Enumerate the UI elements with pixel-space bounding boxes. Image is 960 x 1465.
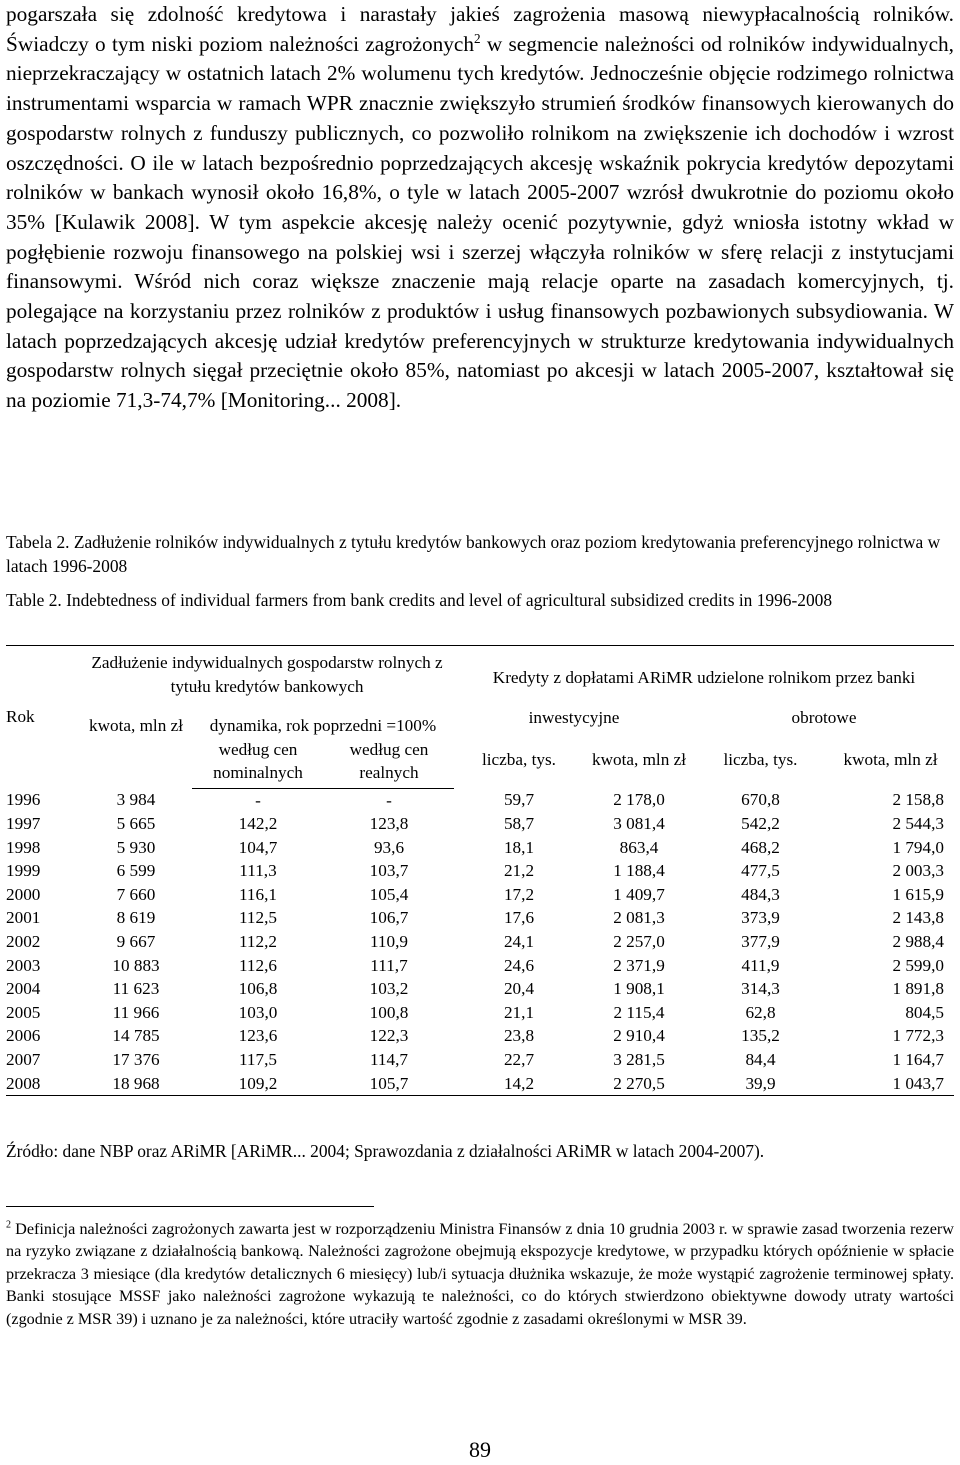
table-cell: 135,2 [741,1026,780,1046]
page-number: 89 [469,1437,491,1462]
table-cell: 58,7 [503,814,535,834]
footnote-reference[interactable]: 2 [474,30,481,46]
table-cell: 2 081,3 [613,908,665,928]
table-cell: 17 376 [112,1050,160,1070]
table-cell: 106,8 [238,979,278,999]
table-cell-year: 2008 [6,1072,80,1096]
table-cell: - [386,790,392,810]
table-cell: 2 544,3 [892,814,944,834]
table-cell: 670,8 [741,790,780,810]
table-cell: 2 270,5 [584,1072,694,1096]
table-cell-year: 1996 [6,790,41,810]
header-amount-3: kwota, mln zł [843,749,938,769]
table-cell: 477,5 [741,861,780,881]
table-cell: 377,9 [741,932,780,952]
table-cell: 2 178,0 [613,790,665,810]
table-cell: 18 968 [80,1072,192,1096]
table-cell: 8 619 [116,908,156,928]
table-cell: 17,2 [503,884,535,904]
table-cell-year: 2000 [6,884,41,904]
table-cell: 103,2 [369,979,409,999]
table-cell: 112,6 [238,955,278,975]
table-cell: - [255,790,261,810]
table-cell: 105,4 [369,884,409,904]
table-cell: 114,7 [369,1050,409,1070]
table-cell: 10 883 [112,955,160,975]
table-cell: 411,9 [741,955,780,975]
table-cell: 116,1 [238,884,278,904]
table-cell: 6 599 [116,861,156,881]
table-cell-year: 2001 [6,908,41,928]
table-cell: 111,7 [370,955,408,975]
table-cell: 122,3 [369,1026,409,1046]
table-cell-year: 1999 [6,861,41,881]
table-cell: 1 188,4 [613,861,665,881]
table-cell: 105,7 [324,1072,454,1096]
table-row [6,883,954,907]
header-count: liczba, tys. [482,749,556,769]
table-cell: 93,6 [373,837,405,857]
table-cell: 17,6 [503,908,535,928]
table-cell: 2 988,4 [892,932,944,952]
table-cell-year: 1997 [6,814,41,834]
table-row [6,859,954,883]
table-cell: 111,3 [239,861,277,881]
table-cell: 100,8 [369,1002,409,1022]
header-debt-group: Zadłużenie indywidualnych gospodarstw rolnych z tytułu kredytów bankowych [80,646,454,707]
header-year: Rok [6,646,80,789]
table-cell: 373,9 [741,908,780,928]
table-cell-year: 2005 [6,1002,41,1022]
header-amount: kwota, mln zł [88,716,184,735]
table-cell: 468,2 [741,837,780,857]
table-cell: 2 257,0 [613,932,665,952]
footnote-divider [6,1206,374,1207]
table-cell: 18,1 [503,837,535,857]
table-cell: 3 984 [116,790,156,810]
table-cell: 142,2 [238,814,278,834]
table-cell: 863,4 [619,837,659,857]
body-text-part-2: w segmencie należności od rolników indywidualnych, nieprzekraczający w ostatnich latach 2% wolumenu tych kredytów. Jednocześnie objęcie rodzimego rolnictwa instrumentami wsparcia w ramach WPR znacznie zwiększyło strumień środków finansowych kierowanych do gospodarstw rolnych z funduszy publicznych, co pozwoliło rolnikom na zwiększenie ich dochodów i wzrost oszczędności. O ile w latach bezpośrednio poprzedzających akcesję wskaźnik pokrycia kredytów depozytami rolników w bankach wynosił około 16,8%, o tyle w latach 2005-2007 wzrósł dwukrotnie do poziomu około 35% [Kulawik 2008]. W tym aspekcie akcesję należy ocenić pozytywnie, gdyż wniosła istotny wkład w pogłębienie rozwoju finansowego na polskiej wsi i szerzej włączyła rolników w sferę relacji z instytucjami finansowymi. Wśród nich coraz większe znaczenie mają relacje oparte na zasadach komercyjnych, tj. polegające na korzystaniu przez rolników z produktów i usług finansowych pozbawionych subsydiowania. W latach poprzedzających akcesję udział kredytów preferencyjnych w strukturze kredytowania indywidualnych gospodarstw rolnych sięgał przeciętnie około 85%, natomiast po akcesji w latach 2005-2007, kształtował się na poziomie 71,3-74,7% [Monitoring... 2008]. [6,31,954,413]
table-cell: 2 910,4 [613,1026,665,1046]
table-cell: 103,0 [238,1002,278,1022]
table-row [6,906,954,930]
table-cell: 117,5 [238,1050,278,1070]
table-caption-polish: Tabela 2. Zadłużenie rolników indywidualnych z tytułu kredytów bankowych oraz poziom kredytowania preferencyjnego rolnictwa w latach 1996-2008 [6,532,941,576]
table-cell: 109,2 [192,1072,324,1096]
table-cell: 20,4 [503,979,535,999]
table-cell: 104,7 [238,837,278,857]
table-cell: 21,2 [503,861,535,881]
header-working: obrotowe [791,708,857,727]
table-row [6,1024,954,1048]
table-cell: 39,9 [694,1072,827,1096]
footnote-marker: 2 [6,1219,12,1231]
table-cell: 1 891,8 [892,979,944,999]
table-cell-year: 2002 [6,932,41,952]
table-cell: 24,6 [503,955,535,975]
table-cell: 2 115,4 [613,1002,665,1022]
table-cell: 106,7 [369,908,409,928]
table-cell: 2 599,0 [892,955,944,975]
table-cell: 3 081,4 [613,814,665,834]
table-cell: 22,7 [503,1050,535,1070]
body-text-part-1: pogarszała się zdolność kredytowa i narastały jakieś zagrożenia masową niewypłacalnością rolników. Świadczy o tym niski poziom należności zagrożonych [6,2,954,56]
table-cell-year: 2004 [6,979,41,999]
table-cell: 84,4 [745,1050,776,1070]
table-cell: 3 281,5 [613,1050,665,1070]
table-cell: 1 908,1 [613,979,665,999]
table-row [6,812,954,836]
header-dynamics: dynamika, rok poprzedni =100% [209,716,437,735]
table-cell: 2 143,8 [892,908,944,928]
table-cell: 1 794,0 [892,837,944,857]
table-cell-year: 1998 [6,837,41,857]
table-cell: 804,5 [905,1002,944,1022]
table-cell-year: 2007 [6,1050,41,1070]
table-cell: 112,5 [238,908,278,928]
table-cell: 24,1 [503,932,535,952]
table-row [6,788,954,812]
table-row [6,930,954,954]
footnote [6,1218,954,1330]
header-nominal: według cen nominalnych [192,738,324,789]
table-cell: 112,2 [238,932,278,952]
table-cell: 314,3 [741,979,780,999]
table-cell: 11 966 [112,1002,160,1022]
table-cell: 5 665 [116,814,156,834]
table-cell: 14,2 [454,1072,584,1096]
table-cell: 14 785 [112,1026,160,1046]
header-credits-group: Kredyty z dopłatami ARiMR udzielone rolnikom przez banki [454,646,954,707]
table-cell-year: 2006 [6,1026,41,1046]
table-cell: 1 615,9 [892,884,944,904]
header-real: według cen realnych [324,738,454,789]
table-cell: 7 660 [116,884,156,904]
table-row [6,1072,954,1096]
header-count-2: liczba, tys. [723,749,798,769]
table-cell: 123,6 [238,1026,278,1046]
table-cell: 123,8 [369,814,409,834]
table-cell: 484,3 [741,884,780,904]
table-row [6,977,954,1001]
table-cell: 23,8 [503,1026,535,1046]
table-caption-english: Table 2. Indebtedness of individual farmers from bank credits and level of agricultural subsidized credits in 1996-2008 [6,590,833,610]
body-paragraph [6,0,954,416]
table-cell: 21,1 [503,1002,535,1022]
table-cell: 2 003,3 [892,861,944,881]
table-cell: 1 772,3 [892,1026,944,1046]
table-source: Źródło: dane NBP oraz ARiMR [ARiMR... 2004; Sprawozdania z działalności ARiMR w latach 2004-2007). [6,1141,765,1161]
table-cell: 1 409,7 [613,884,665,904]
footnote-text: Definicja należności zagrożonych zawarta jest w rozporządzeniu Ministra Finansów z dnia 10 grudnia 2003 r. w sprawie zasad tworzenia rezerw na ryzyko związane z działalnością bankową. Należności zagrożone obejmują ekspozycje kredytowe, w przypadku których opóźnienie w spłacie przekracza 3 miesiące (dla kredytów detalicznych 6 miesięcy) lub/i sytuacja dłużnika wskazuje, że może wystąpić zagrożenie terminowej spłaty. Banki stosujące MSSF jako należności zagrożone wykazują te należności, co do których stwierdzono obiektywne dowody utraty wartości (zgodnie z MSR 39) i uznano je za należności, które utraciły wartość zgodnie z zasadami określonymi w MSR 39. [6,1220,954,1328]
data-table [6,645,954,1096]
table-cell: 2 158,8 [892,790,944,810]
table-cell: 11 623 [112,979,160,999]
table-cell: 2 371,9 [613,955,665,975]
table-cell-year: 2003 [6,955,41,975]
header-investment: inwestycyjne [528,708,620,727]
table-row [6,1001,954,1025]
table-row [6,1048,954,1072]
table-cell: 103,7 [369,861,409,881]
table-cell: 9 667 [116,932,156,952]
table-cell: 542,2 [741,814,780,834]
table-cell: 5 930 [116,837,156,857]
table-cell: 110,9 [369,932,409,952]
table-row [6,836,954,860]
table-cell: 1 164,7 [892,1050,944,1070]
table-cell: 62,8 [745,1002,776,1022]
header-amount-2: kwota, mln zł [591,749,687,769]
table-cell: 1 043,7 [827,1072,954,1096]
table-row [6,954,954,978]
table-cell: 59,7 [503,790,535,810]
